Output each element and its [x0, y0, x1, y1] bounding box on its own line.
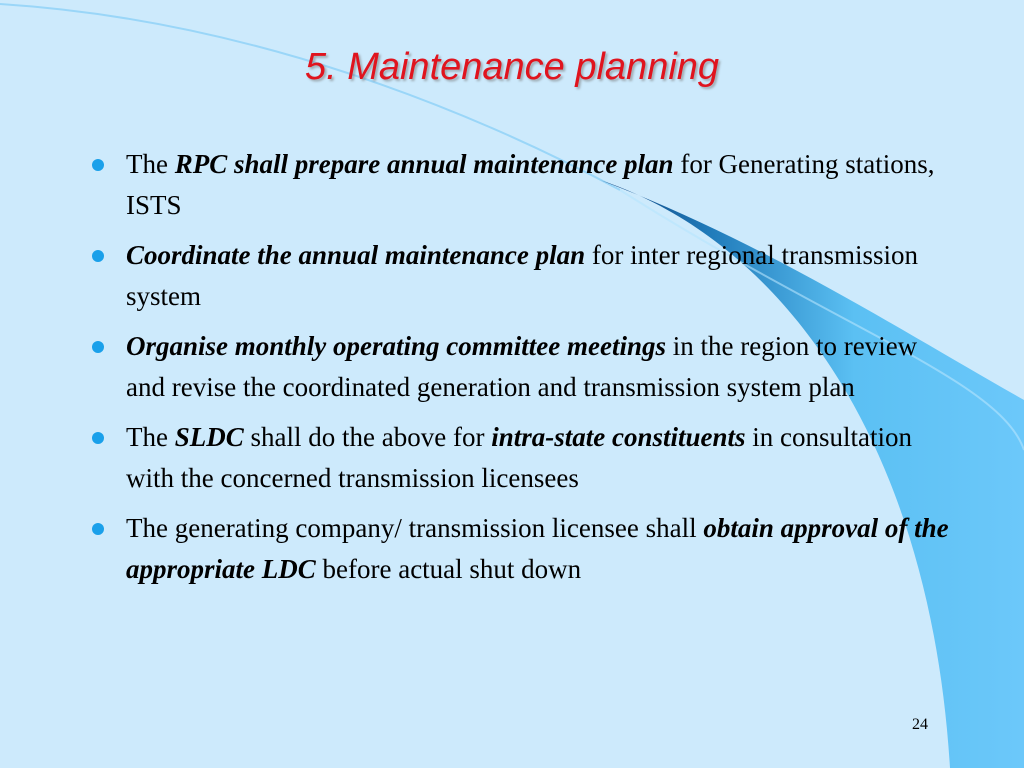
list-item — [90, 417, 950, 499]
bullet-text: in the region to review and revise the coordinated generation and transmission system plan — [126, 331, 918, 402]
bullet-emphasis: RPC shall prepare annual maintenance plan — [174, 149, 674, 179]
bullet-icon — [92, 432, 104, 444]
bullet-text: for inter regional transmission system — [126, 240, 919, 311]
bullet-emphasis: Coordinate the annual maintenance plan — [126, 240, 586, 270]
bullet-emphasis: obtain approval of the appropriate LDC — [126, 513, 949, 584]
bullet-text: before actual shut down — [315, 554, 582, 584]
bullet-text: The — [126, 149, 175, 179]
bullet-text: in consultation with the concerned transmission licensees — [126, 422, 912, 493]
list-item — [90, 144, 950, 226]
bullet-text: The — [126, 422, 175, 452]
bullet-icon — [92, 523, 104, 535]
bullet-text: shall do the above for — [243, 422, 492, 452]
bullet-emphasis: SLDC — [174, 422, 244, 452]
list-item — [90, 235, 950, 317]
page-number: 24 — [912, 716, 928, 733]
bullet-icon — [92, 250, 104, 262]
bullet-icon — [92, 159, 104, 171]
slide-title: 5. Maintenance planning — [304, 46, 720, 88]
bullet-text: The generating company/ transmission licensee shall — [126, 513, 704, 543]
bullet-list — [90, 144, 950, 599]
bullet-emphasis: Organise monthly operating committee meetings — [126, 331, 666, 361]
bullet-emphasis: intra-state constituents — [491, 422, 746, 452]
bullet-icon — [92, 341, 104, 353]
bullet-text: for Generating stations, ISTS — [126, 149, 935, 220]
list-item — [90, 508, 950, 590]
list-item — [90, 326, 950, 408]
